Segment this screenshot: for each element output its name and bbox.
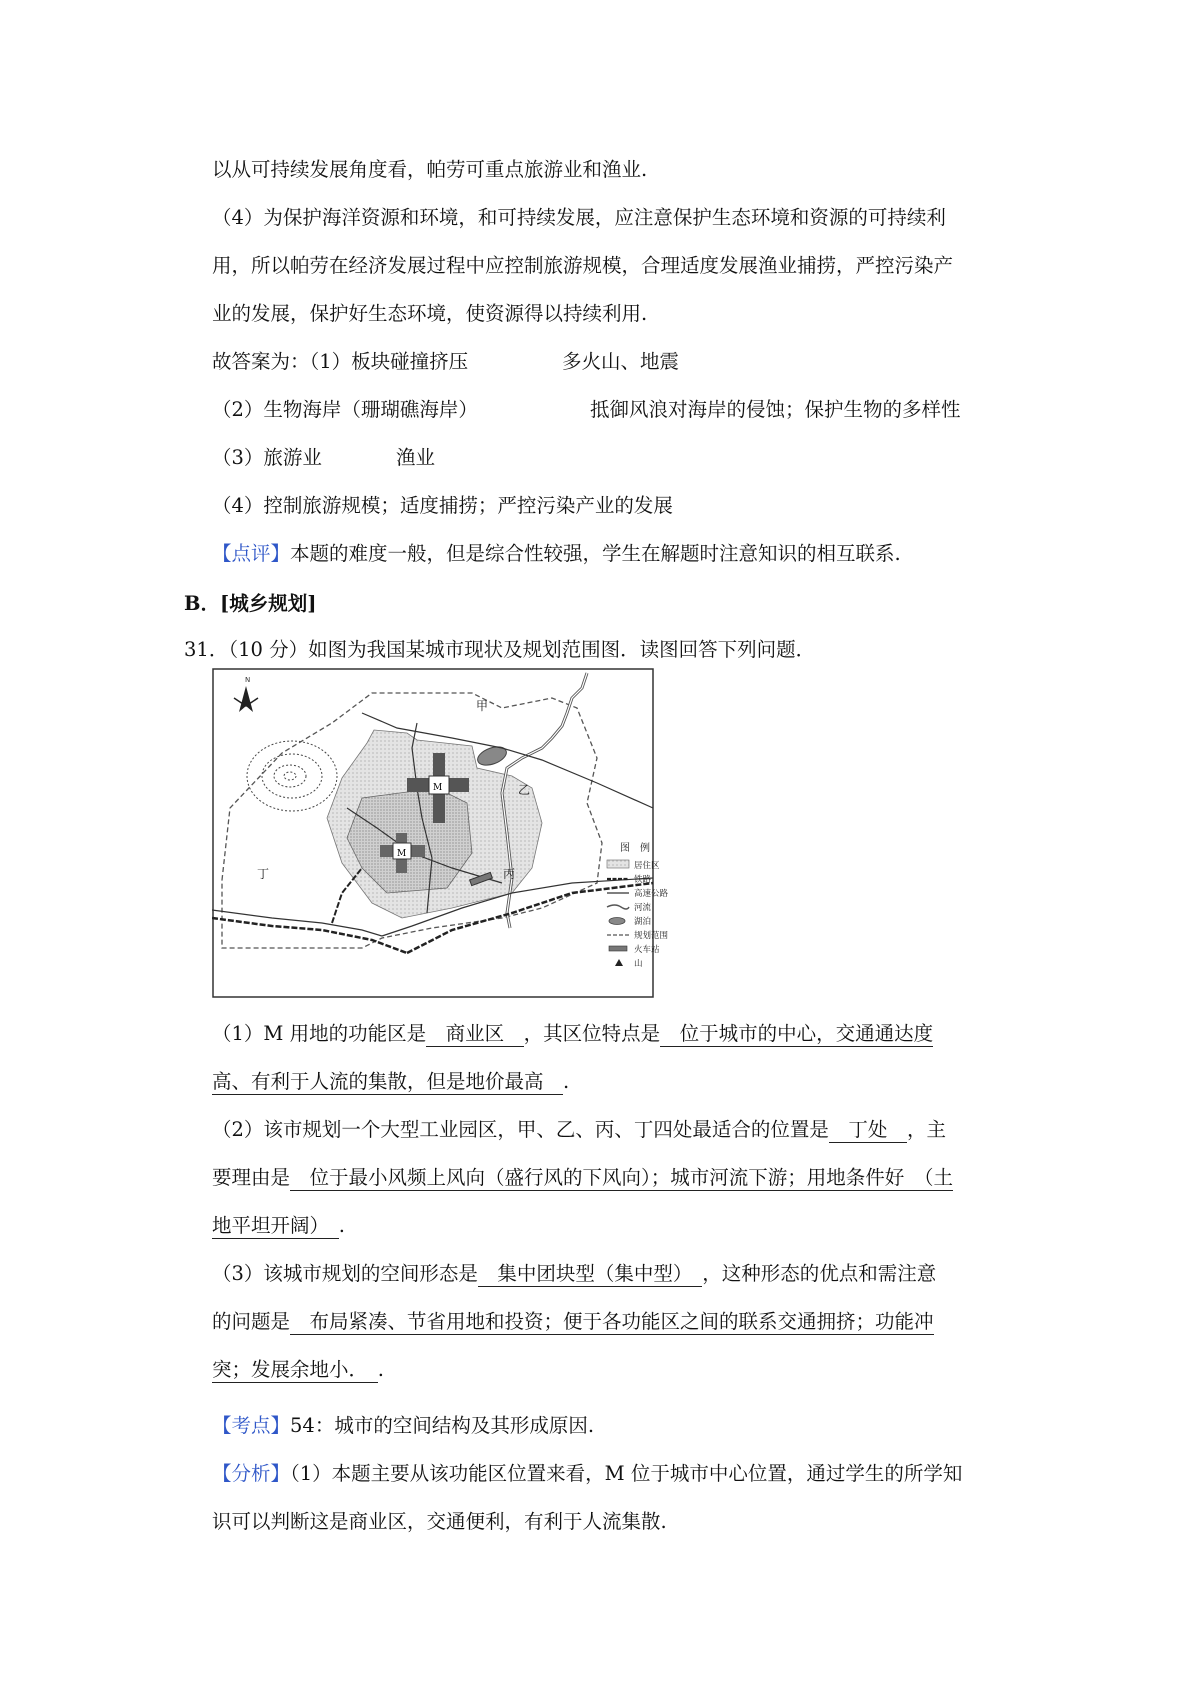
label-ding: 丁	[257, 867, 270, 881]
section-heading: B．[城乡规划]	[184, 592, 317, 615]
q3-answer-merits-cont: 突；发展余地小．	[212, 1358, 378, 1381]
q3-line-3	[212, 1356, 384, 1384]
q3-answer-merits: 布局紧凑、节省用地和投资；便于各功能区之间的联系交通拥挤；功能冲	[290, 1310, 934, 1333]
answer-line-1	[212, 348, 468, 376]
text-line: 用，所以帕劳在经济发展过程中应控制旅游规模，合理适度发展渔业捕捞，严控污染产	[212, 254, 954, 277]
map-legend	[607, 841, 669, 969]
kaodian-text: 54：城市的空间结构及其形成原因.	[290, 1414, 595, 1437]
label-jia: 甲	[476, 699, 489, 713]
q3-line-1	[212, 1260, 936, 1288]
label-m-lower: M	[397, 849, 407, 859]
legend-river: 河流	[634, 903, 652, 913]
q3-prompt-3: 的问题是	[212, 1310, 291, 1333]
q1-line-1	[212, 1020, 933, 1048]
svg-text:N: N	[245, 676, 251, 684]
kaodian-tag: 【考点】	[212, 1414, 291, 1437]
label-yi: 乙	[518, 783, 531, 797]
q3-period: .	[377, 1358, 384, 1381]
label-m-upper: M	[433, 783, 443, 793]
q1-line-2	[212, 1068, 569, 1096]
answer-2-left: （2）生物海岸（珊瑚礁海岸）	[212, 398, 478, 421]
text-line: （4）为保护海洋资源和环境，和可持续发展，应注意保护生态环境和资源的可持续利	[212, 206, 946, 229]
answer-1-left: （1）板块碰撞挤压	[309, 350, 469, 373]
comment-text: 本题的难度一般，但是综合性较强，学生在解题时注意知识的相互联系.	[290, 542, 901, 565]
q2-prompt: （2）该市规划一个大型工业园区，甲、乙、丙、丁四处最适合的位置是	[212, 1118, 829, 1141]
legend-planning-boundary: 规划范围	[634, 931, 669, 941]
q3-prompt-2: ，这种形态的优点和需注意	[702, 1262, 937, 1285]
comment-tag: 【点评】	[212, 542, 291, 565]
text-line: 业的发展，保护好生态环境，使资源得以持续利用.	[212, 302, 648, 325]
q3-line-2	[212, 1308, 934, 1336]
highway	[212, 910, 382, 936]
legend-highway: 高速公路	[634, 889, 669, 899]
text-line: 以从可持续发展角度看，帕劳可重点旅游业和渔业.	[212, 158, 648, 181]
q2-answer-reason: 位于最小风频上风向（盛行风的下风向）；城市河流下游；用地条件好 （土	[290, 1166, 954, 1189]
fenxi-line-1	[212, 1460, 962, 1488]
q2-prompt-3: 要理由是	[212, 1166, 291, 1189]
legend-railway: 铁路	[634, 875, 652, 885]
q2-prompt-2: ，主	[906, 1118, 946, 1141]
answer-4: （4）控制旅游规模；适度捕捞；严控污染产业的发展	[212, 494, 673, 517]
label-bing: 丙	[503, 867, 516, 881]
question-31: 31．（10 分）如图为我国某城市现状及规划范围图．读图回答下列问题．	[184, 638, 816, 661]
fenxi-text-1: （1）本题主要从该功能区位置来看，M 位于城市中心位置，通过学生的所学知	[290, 1462, 963, 1485]
q1-prompt-2: ，其区位特点是	[523, 1022, 661, 1045]
q1-period: .	[563, 1070, 570, 1093]
answer-prefix: 故答案为：	[212, 350, 310, 373]
north-arrow-icon	[234, 676, 258, 712]
fenxi-tag: 【分析】	[212, 1462, 291, 1485]
answer-3-right: 渔业	[396, 446, 436, 469]
q1-prompt: （1）M 用地的功能区是	[212, 1022, 427, 1045]
q2-line-1	[212, 1116, 946, 1144]
q3-prompt: （3）该城市规划的空间形态是	[212, 1262, 478, 1285]
q1-answer-location-cont: 高、有利于人流的集散，但是地价最高	[212, 1070, 564, 1093]
q2-line-2	[212, 1164, 953, 1192]
q1-answer-function: 商业区	[426, 1022, 524, 1045]
q2-answer-reason-cont: 地平坦开阔）	[212, 1214, 339, 1237]
fenxi-line-2: 识可以判断这是商业区，交通便利，有利于人流集散.	[212, 1510, 667, 1533]
legend-mountain: 山	[634, 959, 643, 969]
legend-title: 图 例	[620, 843, 650, 854]
legend-station: 火车站	[634, 945, 660, 955]
answer-1-right: 多火山、地震	[562, 350, 680, 373]
q3-answer-form: 集中团块型（集中型）	[477, 1262, 703, 1285]
kaodian-line	[212, 1412, 594, 1440]
city-planning-map	[212, 668, 757, 1000]
lake	[475, 743, 509, 768]
q2-answer-site: 丁处	[828, 1118, 907, 1141]
q2-period: .	[338, 1214, 345, 1237]
q1-answer-location: 位于城市的中心，交通通达度	[660, 1022, 934, 1045]
q2-line-3	[212, 1212, 345, 1240]
answer-2-right: 抵御风浪对海岸的侵蚀；保护生物的多样性	[590, 398, 961, 421]
legend-residential: 居住区	[634, 861, 660, 871]
legend-lake: 湖泊	[634, 917, 652, 927]
answer-3-left: （3）旅游业	[212, 446, 322, 469]
comment-line	[212, 540, 901, 568]
